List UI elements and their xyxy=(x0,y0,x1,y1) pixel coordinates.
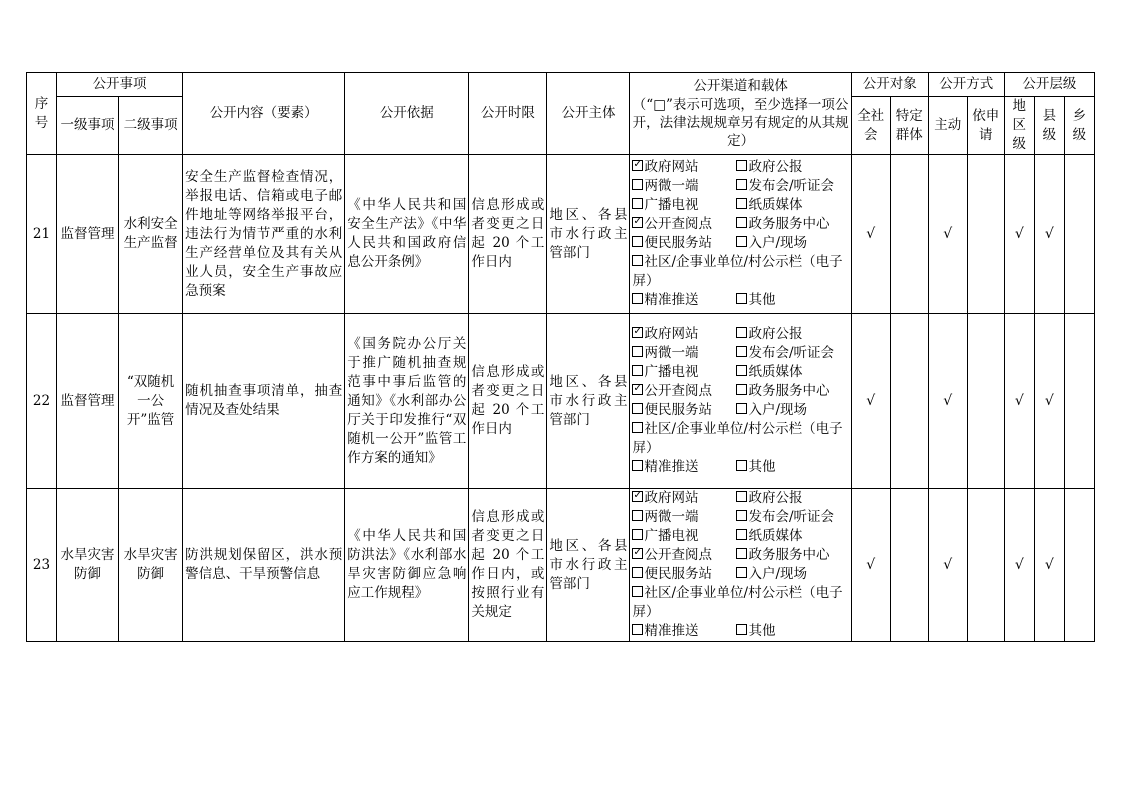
row-mode-apply xyxy=(967,489,1004,642)
channel-option-label: 公开查阅点 xyxy=(644,216,712,232)
channel-option-label: 便民服务站 xyxy=(644,235,712,251)
row-level-town xyxy=(1064,314,1094,489)
channel-option-label: 广播电视 xyxy=(644,197,699,213)
disclosure-table xyxy=(26,72,1095,642)
row-seq: 22 xyxy=(27,314,57,489)
checkbox-icon xyxy=(736,236,747,247)
checked-box-icon xyxy=(632,384,643,395)
channel-option xyxy=(632,382,736,401)
checked-box-icon xyxy=(632,217,643,228)
checked-box-icon xyxy=(632,327,643,338)
row-level1: 水旱灾害防御 xyxy=(57,489,119,642)
channel-option-label: 其他 xyxy=(748,292,776,308)
channel-option-label: 广播电视 xyxy=(644,364,699,380)
channel-option-label: 公开查阅点 xyxy=(644,547,712,563)
row-target-specific xyxy=(890,489,928,642)
channel-option-label: 入户/现场 xyxy=(748,402,808,418)
channel-option-label: 政务服务中心 xyxy=(748,216,830,232)
channel-option-label: 两微一端 xyxy=(644,509,699,525)
channel-option xyxy=(736,489,848,508)
header-target-all: 全社会 xyxy=(851,97,890,155)
checkbox-icon xyxy=(632,365,643,376)
channel-option-label: 社区/企事业单位/村公示栏（电子屏） xyxy=(632,585,843,620)
channel-option xyxy=(736,196,848,215)
row-basis: 《中华人民共和国安全生产法》《中华人民共和国政府信息公开条例》 xyxy=(345,155,469,314)
row-mode-active: √ xyxy=(928,489,967,642)
channel-option xyxy=(632,196,736,215)
table-row xyxy=(27,314,1095,489)
header-level-region: 地区级 xyxy=(1004,97,1034,155)
header-mode-apply: 依申请 xyxy=(967,97,1004,155)
channel-option-label: 精准推送 xyxy=(644,459,699,475)
row-level2: “双随机一公开”监管 xyxy=(119,314,183,489)
channel-option xyxy=(632,215,736,234)
channel-option xyxy=(736,546,848,565)
channel-option-label: 政府公报 xyxy=(748,490,803,506)
row-time: 信息形成或者变更之日起 20 个工作日内，或按照行业有关规定 xyxy=(469,489,547,642)
row-target-specific xyxy=(890,155,928,314)
channel-option-label: 政府网站 xyxy=(644,326,699,342)
header-mode-group: 公开方式 xyxy=(928,73,1004,97)
channel-option-label: 政府公报 xyxy=(748,326,803,342)
channel-option-label: 纸质媒体 xyxy=(748,364,803,380)
channel-option xyxy=(736,234,848,253)
header-target-group: 公开对象 xyxy=(851,73,928,97)
checkbox-icon xyxy=(632,567,643,578)
channel-option xyxy=(736,158,848,177)
checkbox-icon xyxy=(632,255,643,266)
channel-option xyxy=(736,344,848,363)
checkbox-icon xyxy=(736,529,747,540)
header-level2: 二级事项 xyxy=(119,97,183,155)
header-mode-active: 主动 xyxy=(928,97,967,155)
checkbox-icon xyxy=(632,293,643,304)
header-content: 公开内容（要素） xyxy=(183,73,345,155)
channel-option xyxy=(632,458,736,477)
channel-option xyxy=(632,234,736,253)
checkbox-icon xyxy=(736,384,747,395)
header-level-group: 公开层级 xyxy=(1004,73,1094,97)
row-content: 安全生产监督检查情况，举报电话、信箱或电子邮件地址等网络举报平台，违法行为情节严重的水利生产经营单位及其有关从业人员，安全生产事故应急预案 xyxy=(183,155,345,314)
row-target-specific xyxy=(890,314,928,489)
channel-option xyxy=(632,177,736,196)
row-basis: 《中华人民共和国防洪法》《水利部水旱灾害防御应急响应工作规程》 xyxy=(345,489,469,642)
channel-option xyxy=(632,584,848,622)
channel-option xyxy=(632,622,736,641)
checkbox-icon xyxy=(736,548,747,559)
channel-option xyxy=(736,215,848,234)
channel-option-label: 精准推送 xyxy=(644,623,699,639)
header-channel xyxy=(630,73,851,155)
channel-option xyxy=(736,177,848,196)
header-channel-title: 公开渠道和载体 xyxy=(693,78,788,94)
row-level2: 水旱灾害防御 xyxy=(119,489,183,642)
channel-option-label: 公开查阅点 xyxy=(644,383,712,399)
row-content: 随机抽查事项清单，抽查情况及查处结果 xyxy=(183,314,345,489)
checkbox-icon xyxy=(632,529,643,540)
table-header xyxy=(27,73,1095,155)
checkbox-icon xyxy=(736,179,747,190)
checkbox-icon xyxy=(736,217,747,228)
row-subject: 地区、各县市水行政主管部门 xyxy=(547,314,630,489)
channel-option-label: 社区/企事业单位/村公示栏（电子屏） xyxy=(632,421,843,456)
checkbox-icon xyxy=(736,198,747,209)
header-level-town: 乡级 xyxy=(1064,97,1094,155)
row-level2: 水利安全生产监督 xyxy=(119,155,183,314)
header-level-county: 县级 xyxy=(1034,97,1064,155)
channel-option xyxy=(632,253,848,291)
checkbox-icon xyxy=(736,365,747,376)
channel-option-label: 两微一端 xyxy=(644,345,699,361)
channel-option-label: 其他 xyxy=(748,459,776,475)
row-level-region: √ xyxy=(1004,155,1034,314)
row-time: 信息形成或者变更之日起 20 个工作日内 xyxy=(469,314,547,489)
row-mode-active: √ xyxy=(928,155,967,314)
channel-option xyxy=(632,291,736,310)
header-seq: 序号 xyxy=(27,73,57,155)
checkbox-icon xyxy=(632,403,643,414)
channel-option-label: 其他 xyxy=(748,623,776,639)
checkbox-icon xyxy=(632,236,643,247)
checkbox-icon xyxy=(632,586,643,597)
channel-option-label: 入户/现场 xyxy=(748,235,808,251)
channel-option xyxy=(736,527,848,546)
checkbox-icon xyxy=(736,491,747,502)
channel-option-label: 发布会/听证会 xyxy=(748,509,835,525)
checkbox-icon xyxy=(632,179,643,190)
header-channel-note: （“□”表示可选项，至少选择一项公开，法律法规规章另有规定的从其规定） xyxy=(632,97,849,149)
header-subject: 公开主体 xyxy=(547,73,630,155)
channel-option xyxy=(736,458,848,477)
channel-option-label: 发布会/听证会 xyxy=(748,178,835,194)
channel-option-label: 纸质媒体 xyxy=(748,197,803,213)
channel-option-label: 政务服务中心 xyxy=(748,547,830,563)
channel-option xyxy=(632,363,736,382)
channel-option-label: 便民服务站 xyxy=(644,566,712,582)
checkbox-icon xyxy=(632,198,643,209)
channel-option xyxy=(632,325,736,344)
checkbox-icon xyxy=(736,346,747,357)
checkbox-icon xyxy=(736,510,747,521)
channel-option xyxy=(736,565,848,584)
checkbox-icon xyxy=(736,460,747,471)
row-basis: 《国务院办公厅关于推广随机抽查规范事中事后监管的通知》《水利部办公厅关于印发推行“双随机一公开”监管工作方案的通知》 xyxy=(345,314,469,489)
header-basis: 公开依据 xyxy=(345,73,469,155)
header-time: 公开时限 xyxy=(469,73,547,155)
channel-option xyxy=(736,291,848,310)
table-row xyxy=(27,489,1095,642)
checkbox-icon xyxy=(632,624,643,635)
row-level-town xyxy=(1064,155,1094,314)
row-channels xyxy=(630,155,851,314)
row-subject: 地区、各县市水行政主管部门 xyxy=(547,155,630,314)
channel-option xyxy=(632,344,736,363)
row-seq: 23 xyxy=(27,489,57,642)
checkbox-icon xyxy=(736,293,747,304)
checkbox-icon xyxy=(736,567,747,578)
checkbox-icon xyxy=(632,422,643,433)
row-level-region: √ xyxy=(1004,489,1034,642)
channel-option xyxy=(632,158,736,177)
table-row xyxy=(27,155,1095,314)
row-mode-apply xyxy=(967,314,1004,489)
channel-option xyxy=(736,622,848,641)
row-seq: 21 xyxy=(27,155,57,314)
row-level-town xyxy=(1064,489,1094,642)
checked-box-icon xyxy=(632,548,643,559)
header-items-group: 公开事项 xyxy=(57,73,183,97)
channel-option-label: 政府网站 xyxy=(644,490,699,506)
row-target-all: √ xyxy=(851,314,890,489)
row-channels xyxy=(630,314,851,489)
channel-option xyxy=(736,363,848,382)
channel-option xyxy=(632,489,736,508)
channel-option-label: 两微一端 xyxy=(644,178,699,194)
row-mode-active: √ xyxy=(928,314,967,489)
checkbox-icon xyxy=(736,624,747,635)
checkbox-icon xyxy=(736,160,747,171)
checkbox-icon xyxy=(632,346,643,357)
row-level-county: √ xyxy=(1034,155,1064,314)
channel-option xyxy=(736,382,848,401)
row-level-county: √ xyxy=(1034,314,1064,489)
channel-option xyxy=(632,508,736,527)
header-level1: 一级事项 xyxy=(57,97,119,155)
checkbox-icon xyxy=(736,403,747,414)
row-level1: 监督管理 xyxy=(57,155,119,314)
row-channels xyxy=(630,489,851,642)
row-target-all: √ xyxy=(851,155,890,314)
channel-option-label: 发布会/听证会 xyxy=(748,345,835,361)
channel-option xyxy=(736,401,848,420)
channel-option-label: 广播电视 xyxy=(644,528,699,544)
checkbox-icon xyxy=(632,460,643,471)
row-time: 信息形成或者变更之日起 20 个工作日内 xyxy=(469,155,547,314)
channel-option-label: 入户/现场 xyxy=(748,566,808,582)
channel-option xyxy=(632,565,736,584)
channel-option-label: 便民服务站 xyxy=(644,402,712,418)
checked-box-icon xyxy=(632,160,643,171)
table-body xyxy=(27,155,1095,642)
row-level1: 监督管理 xyxy=(57,314,119,489)
checkbox-icon xyxy=(736,327,747,338)
row-level-county: √ xyxy=(1034,489,1064,642)
channel-option-label: 政府网站 xyxy=(644,159,699,175)
header-target-specific: 特定群体 xyxy=(890,97,928,155)
row-content: 防洪规划保留区，洪水预警信息、干旱预警信息 xyxy=(183,489,345,642)
row-subject: 地区、各县市水行政主管部门 xyxy=(547,489,630,642)
checked-box-icon xyxy=(632,491,643,502)
channel-option xyxy=(632,527,736,546)
checkbox-icon xyxy=(632,510,643,521)
channel-option xyxy=(632,546,736,565)
row-level-region: √ xyxy=(1004,314,1034,489)
channel-option-label: 政务服务中心 xyxy=(748,383,830,399)
channel-option-label: 政府公报 xyxy=(748,159,803,175)
channel-option-label: 精准推送 xyxy=(644,292,699,308)
row-target-all: √ xyxy=(851,489,890,642)
channel-option xyxy=(632,401,736,420)
channel-option xyxy=(632,420,848,458)
channel-option xyxy=(736,508,848,527)
row-mode-apply xyxy=(967,155,1004,314)
channel-option xyxy=(736,325,848,344)
channel-option-label: 纸质媒体 xyxy=(748,528,803,544)
channel-option-label: 社区/企事业单位/村公示栏（电子屏） xyxy=(632,254,843,289)
